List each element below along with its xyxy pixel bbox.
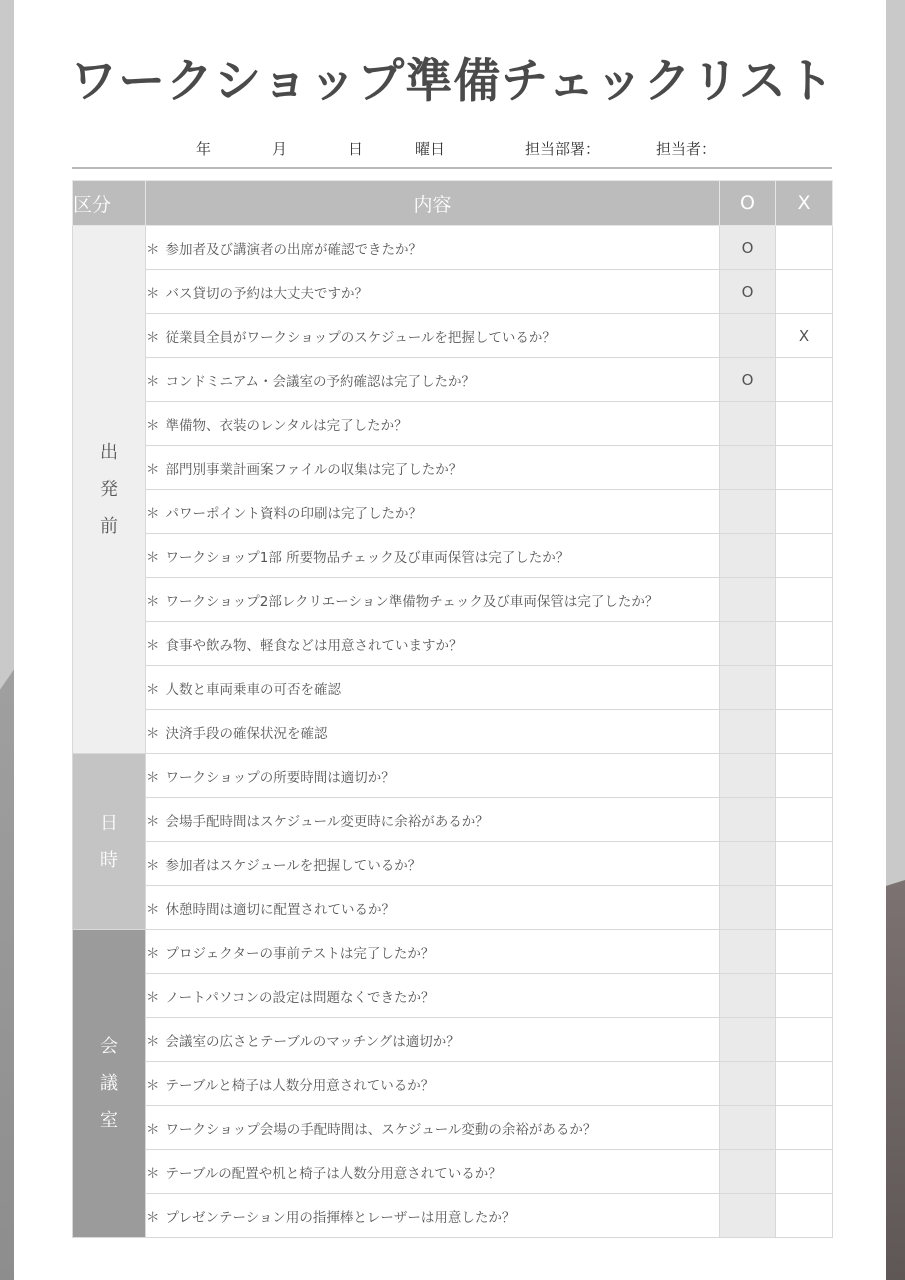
checklist-item <box>146 754 720 798</box>
asterisk-bullet: ＊ <box>146 549 160 566</box>
checklist-item-text: 参加者及び講演者の出席が確認できたか？ <box>165 241 422 258</box>
asterisk-bullet: ＊ <box>146 901 160 918</box>
asterisk-bullet: ＊ <box>146 417 160 434</box>
checklist-item-text: テーブルと椅子は人数分用意されているか？ <box>165 1077 435 1094</box>
table-row <box>73 226 833 270</box>
checklist-item <box>146 1062 720 1106</box>
asterisk-bullet: ＊ <box>146 505 160 522</box>
checklist-item <box>146 1194 720 1238</box>
checklist-item <box>146 226 720 270</box>
category-cell <box>73 226 146 754</box>
x-mark-cell[interactable] <box>776 534 833 578</box>
o-mark-cell[interactable] <box>720 842 776 886</box>
x-mark-cell[interactable]: X <box>776 314 833 358</box>
checklist-item <box>146 842 720 886</box>
checklist-item-text: プレゼンテーション用の指揮棒とレーザーは用意したか？ <box>165 1209 516 1226</box>
checklist-item <box>146 534 720 578</box>
checklist-item <box>146 1018 720 1062</box>
x-mark-cell[interactable] <box>776 666 833 710</box>
x-mark-cell[interactable] <box>776 578 833 622</box>
checklist-item-text: ワークショップ会場の手配時間は、スケジュール変動の余裕があるか？ <box>165 1121 597 1138</box>
o-mark-cell[interactable] <box>720 314 776 358</box>
x-mark-cell[interactable] <box>776 798 833 842</box>
table-row <box>73 886 833 930</box>
asterisk-bullet: ＊ <box>146 989 160 1006</box>
table-row <box>73 534 833 578</box>
table-row <box>73 314 833 358</box>
category-label: 日 時 <box>100 812 118 871</box>
asterisk-bullet: ＊ <box>146 461 160 478</box>
meta-year-label: 年 <box>196 140 212 158</box>
table-row <box>73 1062 833 1106</box>
asterisk-bullet: ＊ <box>146 373 160 390</box>
checklist-item-text: 部門別事業計画案ファイルの収集は完了したか？ <box>165 461 463 478</box>
asterisk-bullet: ＊ <box>146 725 160 742</box>
o-mark-cell[interactable] <box>720 1018 776 1062</box>
x-mark-cell[interactable] <box>776 754 833 798</box>
meta-weekday-label: 曜日 <box>415 140 446 158</box>
table-row <box>73 358 833 402</box>
table-row <box>73 666 833 710</box>
x-mark-cell[interactable] <box>776 1194 833 1238</box>
checklist-item-text: ワークショップの所要時間は適切か？ <box>165 769 395 786</box>
o-mark-cell[interactable] <box>720 798 776 842</box>
x-mark-cell[interactable] <box>776 226 833 270</box>
asterisk-bullet: ＊ <box>146 681 160 698</box>
o-mark-cell[interactable] <box>720 754 776 798</box>
o-mark-cell[interactable] <box>720 974 776 1018</box>
x-mark-cell[interactable] <box>776 490 833 534</box>
asterisk-bullet: ＊ <box>146 1209 160 1226</box>
checklist-item-text: バス貸切の予約は大丈夫ですか？ <box>165 285 368 302</box>
checklist-item <box>146 314 720 358</box>
table-row <box>73 1150 833 1194</box>
asterisk-bullet: ＊ <box>146 857 160 874</box>
header-x: X <box>776 181 833 226</box>
asterisk-bullet: ＊ <box>146 1077 160 1094</box>
table-row <box>73 402 833 446</box>
asterisk-bullet: ＊ <box>146 1165 160 1182</box>
asterisk-bullet: ＊ <box>146 1121 160 1138</box>
checklist-item <box>146 490 720 534</box>
category-label: 会 議 室 <box>100 1036 118 1131</box>
header-divider <box>72 167 832 169</box>
table-row <box>73 578 833 622</box>
meta-department-label: 担当部署： <box>525 140 601 158</box>
o-mark-cell[interactable] <box>720 490 776 534</box>
asterisk-bullet: ＊ <box>146 285 160 302</box>
checklist-item <box>146 1106 720 1150</box>
o-mark-cell[interactable] <box>720 534 776 578</box>
meta-month-label: 月 <box>272 140 288 158</box>
table-header-row <box>73 181 833 226</box>
x-mark-cell[interactable] <box>776 1062 833 1106</box>
asterisk-bullet: ＊ <box>146 1033 160 1050</box>
checklist-item <box>146 666 720 710</box>
table-row <box>73 270 833 314</box>
x-mark-cell[interactable] <box>776 710 833 754</box>
table-row <box>73 842 833 886</box>
checklist-item-text: 会場手配時間はスケジュール変更時に余裕があるか？ <box>165 813 489 830</box>
x-mark-cell[interactable] <box>776 974 833 1018</box>
table-row <box>73 798 833 842</box>
x-mark-cell[interactable] <box>776 1018 833 1062</box>
checklist-item-text: プロジェクターの事前テストは完了したか？ <box>165 945 435 962</box>
checklist-item <box>146 446 720 490</box>
checklist-item-text: 準備物、衣装のレンタルは完了したか？ <box>165 417 408 434</box>
o-mark-cell[interactable] <box>720 446 776 490</box>
checklist-item <box>146 270 720 314</box>
checklist-item-text: パワーポイント資料の印刷は完了したか？ <box>165 505 422 522</box>
checklist-item-text: テーブルの配置や机と椅子は人数分用意されているか？ <box>165 1165 502 1182</box>
checklist-item <box>146 930 720 974</box>
o-mark-cell[interactable] <box>720 1106 776 1150</box>
table-row <box>73 1194 833 1238</box>
o-mark-cell[interactable] <box>720 1062 776 1106</box>
table-row <box>73 930 833 974</box>
checklist-item <box>146 622 720 666</box>
checklist-item-text: 会議室の広さとテーブルのマッチングは適切か？ <box>165 1033 460 1050</box>
o-mark-cell[interactable] <box>720 710 776 754</box>
checklist-item <box>146 578 720 622</box>
checklist-item <box>146 798 720 842</box>
asterisk-bullet: ＊ <box>146 945 160 962</box>
table-row <box>73 754 833 798</box>
asterisk-bullet: ＊ <box>146 241 160 258</box>
o-mark-cell[interactable] <box>720 622 776 666</box>
o-mark-cell[interactable] <box>720 930 776 974</box>
x-mark-cell[interactable] <box>776 930 833 974</box>
checklist-item-text: ワークショップ2部レクリエーション準備物チェック及び車両保管は完了したか？ <box>165 593 659 610</box>
checklist-item-text: 休憩時間は適切に配置されているか？ <box>165 901 395 918</box>
checklist-item <box>146 358 720 402</box>
header-content: 内容 <box>146 181 720 226</box>
checklist-item-text: 従業員全員がワークショップのスケジュールを把握しているか？ <box>165 329 556 346</box>
x-mark-cell[interactable] <box>776 1150 833 1194</box>
checklist-item-text: ノートパソコンの設定は問題なくできたか？ <box>165 989 435 1006</box>
x-mark-cell[interactable] <box>776 1106 833 1150</box>
o-mark-cell[interactable] <box>720 1150 776 1194</box>
o-mark-cell[interactable] <box>720 1194 776 1238</box>
page-title: ワークショップ準備チェックリスト <box>70 54 835 109</box>
header-category: 区分 <box>73 181 146 226</box>
table-row <box>73 1018 833 1062</box>
asterisk-bullet: ＊ <box>146 769 160 786</box>
header-o: O <box>720 181 776 226</box>
meta-person-label: 担当者： <box>656 140 717 158</box>
o-mark-cell[interactable] <box>720 886 776 930</box>
x-mark-cell[interactable] <box>776 358 833 402</box>
checklist-item-text: ワークショップ1部 所要物品チェック及び車両保管は完了したか？ <box>165 549 570 566</box>
asterisk-bullet: ＊ <box>146 593 160 610</box>
x-mark-cell[interactable] <box>776 402 833 446</box>
checklist-item-text: 決済手段の確保状況を確認 <box>165 725 328 742</box>
meta-day-label: 日 <box>348 140 364 158</box>
o-mark-cell[interactable] <box>720 666 776 710</box>
o-mark-cell[interactable] <box>720 578 776 622</box>
o-mark-cell[interactable]: O <box>720 270 776 314</box>
checklist-item <box>146 402 720 446</box>
checklist-item <box>146 1150 720 1194</box>
table-row <box>73 710 833 754</box>
checklist-item <box>146 710 720 754</box>
category-cell <box>73 754 146 930</box>
x-mark-cell[interactable] <box>776 270 833 314</box>
x-mark-cell[interactable] <box>776 842 833 886</box>
asterisk-bullet: ＊ <box>146 329 160 346</box>
checklist-item-text: 食事や飲み物、軽食などは用意されていますか？ <box>165 637 463 654</box>
table-row <box>73 974 833 1018</box>
checklist-item <box>146 974 720 1018</box>
asterisk-bullet: ＊ <box>146 637 160 654</box>
o-mark-cell[interactable]: O <box>720 226 776 270</box>
checklist-item-text: コンドミニアム・会議室の予約確認は完了したか？ <box>165 373 476 390</box>
checklist-table <box>72 180 833 1238</box>
checklist-item-text: 参加者はスケジュールを把握しているか？ <box>165 857 422 874</box>
table-row <box>73 1106 833 1150</box>
checklist-item-text: 人数と車両乗車の可否を確認 <box>165 681 341 698</box>
table-row <box>73 490 833 534</box>
checklist-item <box>146 886 720 930</box>
table-row <box>73 446 833 490</box>
x-mark-cell[interactable] <box>776 446 833 490</box>
x-mark-cell[interactable] <box>776 622 833 666</box>
category-cell <box>73 930 146 1238</box>
asterisk-bullet: ＊ <box>146 813 160 830</box>
x-mark-cell[interactable] <box>776 886 833 930</box>
o-mark-cell[interactable]: O <box>720 358 776 402</box>
table-row <box>73 622 833 666</box>
o-mark-cell[interactable] <box>720 402 776 446</box>
category-label: 出 発 前 <box>100 442 118 537</box>
